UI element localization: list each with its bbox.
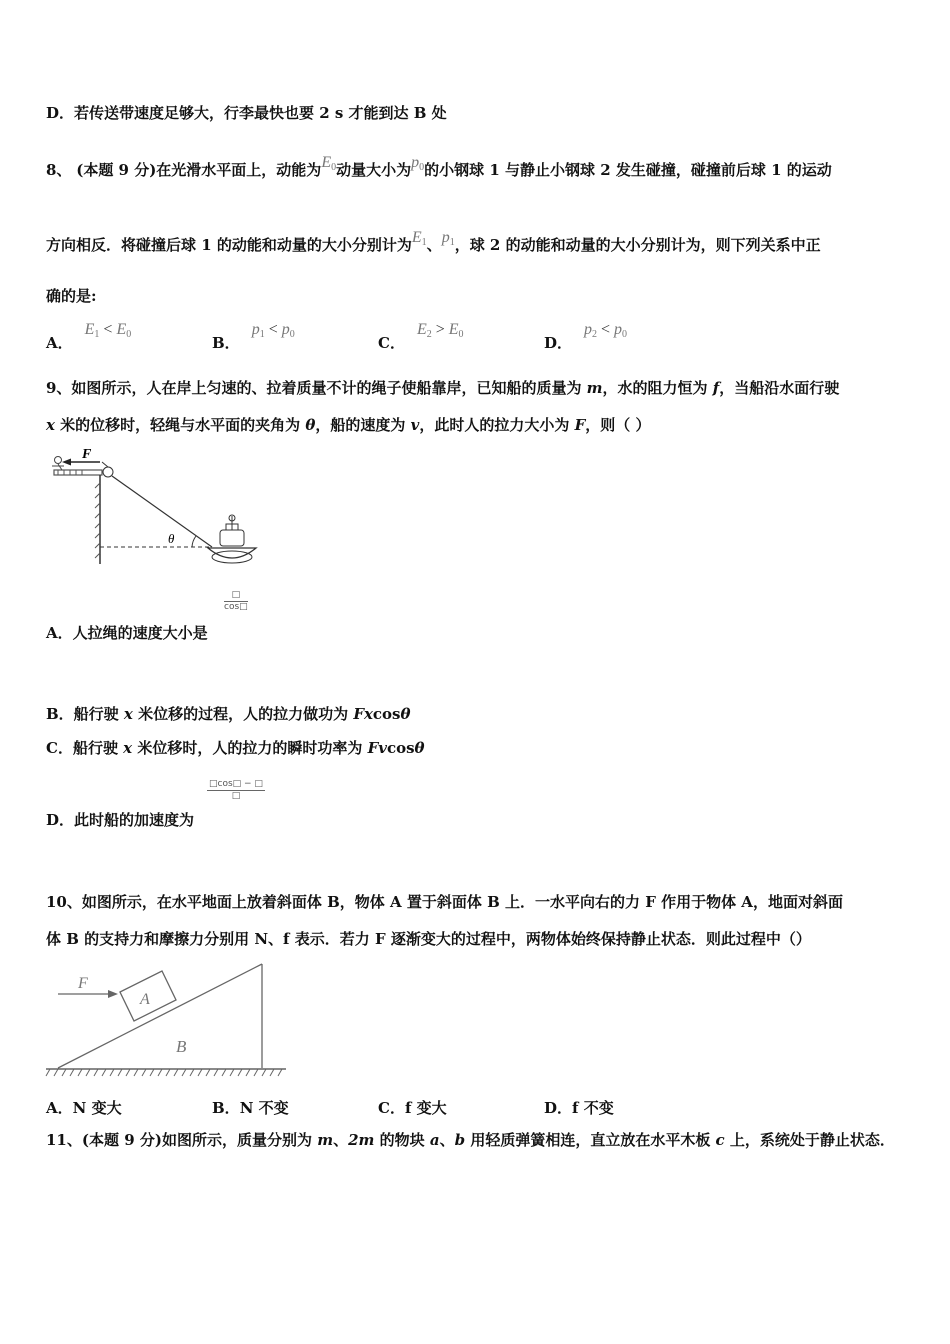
q9-option-c: C．船行驶 x 米位移时，人的拉力的瞬时功率为 Fvcosθ [46, 739, 425, 757]
label-A: A [140, 991, 150, 1008]
q8-text: 动量大小为 [336, 161, 412, 179]
dock-platform [54, 470, 102, 475]
option-label: B． [212, 334, 240, 352]
pulley [103, 467, 113, 477]
label-B: B [176, 1037, 187, 1056]
q9-option-b: B．船行驶 x 米位移的过程，人的拉力做功为 Fxcosθ [46, 705, 411, 723]
q7-option-d: D．若传送带速度足够大，行李最快也要 2 s 才能到达 B 处 [46, 104, 447, 122]
q9-option-d-fraction: □cos□ − □ □ [209, 779, 263, 801]
option-label: A． [46, 334, 73, 352]
symbol-p1: $p_1$ [441, 229, 455, 248]
boat-cabin [220, 530, 244, 546]
label-theta: θ [168, 531, 175, 546]
option-formula: $E_1 < E_0$ [84, 321, 132, 340]
q10-line-2: 体 B 的支持力和摩擦力分别用 N、f 表示．若力 F 逐渐变大的过程中，两物体始终保持静止状态．则此过程中（） [46, 930, 811, 948]
q10-figure [44, 958, 294, 1080]
q11-line-1: 11、(本题 9 分)如图所示，质量分别为 m、2m 的物块 a、b 用轻质弹簧相连，直立放在水平木板 c 上，系统处于静止状态． [46, 1131, 895, 1149]
var-f: f [712, 379, 720, 397]
q10-option-a: A．N 变大 [46, 1099, 122, 1117]
q9-line-1: 9、如图所示，人在岸上匀速的、拉着质量不计的绳子使船靠岸，已知船的质量为 m，水的阻力恒为 f，当船沿水面行驶 [46, 379, 840, 397]
var-F: F [574, 416, 586, 434]
option-label: D． [544, 334, 573, 352]
option-formula: $E_2 > E_0$ [416, 321, 464, 340]
q8-option-c [378, 318, 464, 352]
var-theta: θ [305, 416, 316, 434]
separator: 、 [426, 236, 442, 254]
q8-option-a [46, 318, 132, 352]
boat-hull [208, 548, 256, 558]
label-F: F [78, 975, 88, 992]
q8-score: (本题 9 分) [76, 161, 157, 179]
option-label: C． [378, 334, 405, 352]
rope [112, 476, 212, 547]
option-formula: $p_2 < p_0$ [584, 321, 628, 340]
q8-text: 的小钢球 1 与静止小钢球 2 发生碰撞，碰撞前后球 1 的运动 [424, 161, 832, 179]
q10-option-d: D．f 不变 [544, 1099, 614, 1117]
q8-number: 8、 [46, 161, 72, 179]
var-m: m [586, 379, 603, 397]
symbol-E0: $E_0$ [321, 154, 337, 173]
symbol-E1: $E_1$ [411, 229, 427, 248]
q10-line-1: 10、如图所示，在水平地面上放着斜面体 B，物体 A 置于斜面体 B 上．一水平向右的力 F 作用于物体 A，地面对斜面 [46, 893, 843, 911]
option-formula: $p_1 < p_0$ [251, 321, 295, 340]
q8-text: 方向相反．将碰撞后球 1 的动能和动量的大小分别计为 [46, 236, 412, 254]
label-F: F [82, 448, 92, 462]
q9-line-2: x 米的位移时，轻绳与水平面的夹角为 θ，船的速度为 v，此时人的拉力大小为 F，则（ ） [46, 416, 651, 434]
q8-line-3: 确的是: [46, 287, 97, 305]
q8-text: ，球 2 的动能和动量的大小分别计为，则下列关系中正 [454, 236, 821, 254]
q9-option-a: A．人拉绳的速度大小是 [46, 624, 208, 642]
q9-option-d: D．此时船的加速度为 [46, 811, 195, 829]
q9-option-a-fraction: □ cos□ [224, 590, 248, 612]
q10-option-c: C．f 变大 [378, 1099, 447, 1117]
q10-option-b: B．N 不变 [212, 1099, 289, 1117]
boat-base [212, 551, 252, 563]
q8-line-1 [46, 154, 832, 186]
angle-arc [192, 536, 196, 547]
var-x: x [46, 416, 55, 434]
symbol-p0: $p_0$ [411, 154, 425, 173]
q8-line-2 [46, 229, 821, 261]
q8-text: 在光滑水平面上，动能为 [156, 161, 322, 179]
q9-figure [44, 448, 259, 576]
q8-option-b [212, 318, 295, 352]
person-head [55, 457, 62, 464]
var-v: v [410, 416, 420, 434]
q8-option-d [544, 318, 628, 352]
